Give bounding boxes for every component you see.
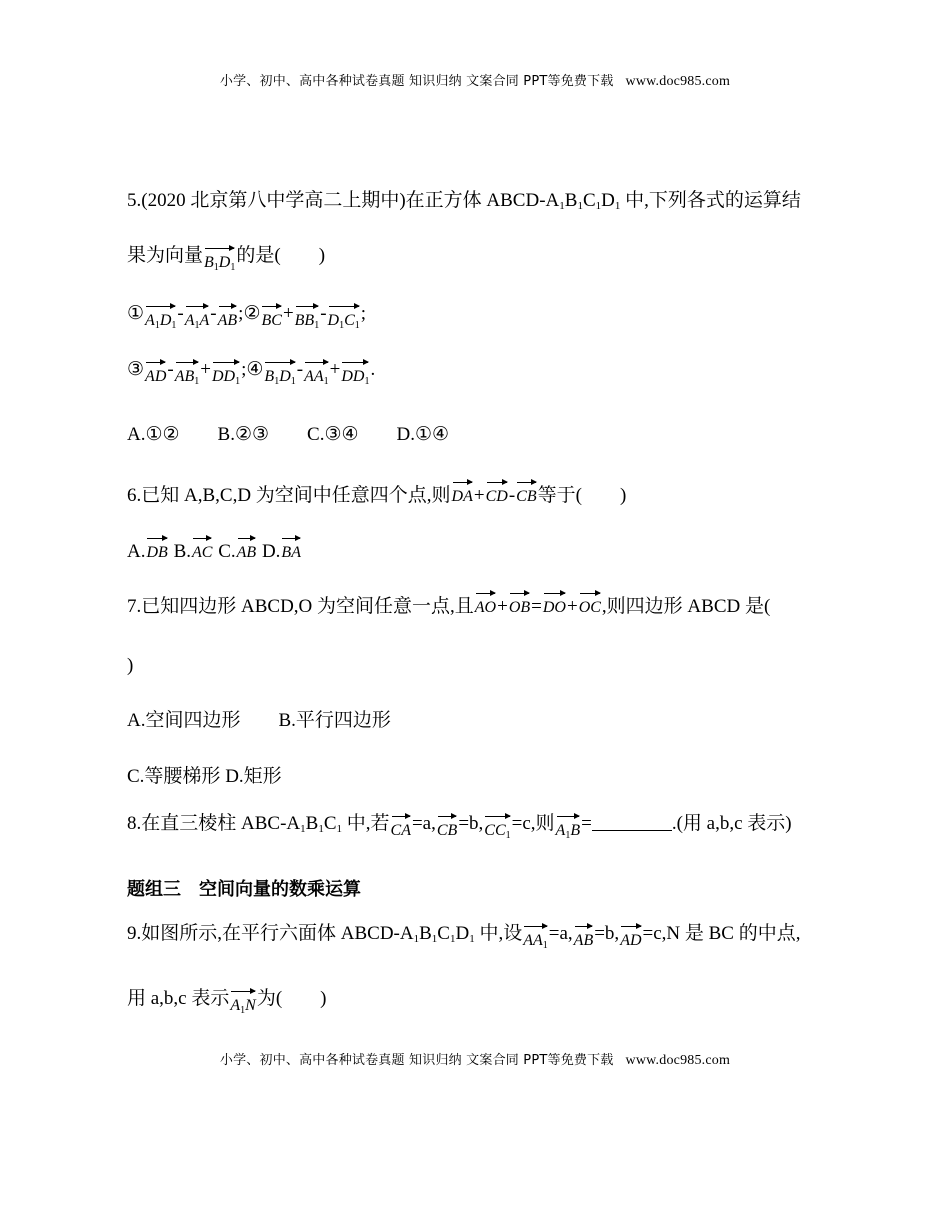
q5-choice-b: B.②③ (217, 424, 270, 445)
q5-choices (127, 423, 449, 447)
answer-blank (592, 812, 672, 831)
vector-b1d1: $B_1D_1$ (204, 244, 235, 280)
page-header (0, 70, 950, 90)
q9-stem: 9.如图所示,在平行六面体 ABCD-$A_1B_1C_1D_1$ 中,设$AA_1=a,AB=b,AD=c,N$ 是 BC 的中点, (127, 922, 800, 958)
section-title: 题组三 空间向量的数乘运算 (127, 879, 361, 900)
q6-stem: 6.已知 A,B,C,D 为空间中任意四个点,则DA+CD-CB等于( ) (127, 478, 626, 509)
q5-choice-d: D.①④ (396, 424, 450, 445)
footer-site: www.doc985.com (625, 1053, 731, 1068)
q5-choice-a: A.①② (127, 424, 180, 445)
q5-expressions-1-2: $①A_1D_1-A_1A-AB;②BC+BB_1-D_1C_1$; (127, 302, 366, 338)
q9-line2: 用 a,b,c 表示$A_1N$为( ) (127, 987, 326, 1023)
q7-stem: 7.已知四边形 ABCD,O 为空间任意一点,且AO+OB=DO+OC,则四边形 ABCD 是( (127, 589, 770, 620)
q5-line1: 5.(2020 北京第八中学高二上期中)在正方体 ABCD-$A_1B_1C_1D_1$ 中,下列各式的运算结 (127, 190, 801, 212)
q5-choice-c: C.③④ (307, 424, 359, 445)
q7-choices-ab: A.空间四边形 B.平行四边形 (127, 710, 391, 731)
q7-close: ) (127, 655, 134, 676)
q7-choices-cd: C.等腰梯形 D.矩形 (127, 766, 282, 787)
header-text: 小学、初中、高中各种试卷真题 知识归纳 文案合同 PPT等免费下载 (219, 74, 614, 89)
q6-choices: A.DB B.AC C.AB D.BA (127, 534, 302, 565)
page-footer (0, 1049, 950, 1069)
q8-stem: 8.在直三棱柱 ABC-$A_1B_1C_1$ 中,若$CA=a,CB=b,CC_1=c$,则$A_1B=$ .(用 a,b,c 表示) (127, 812, 792, 848)
q5-expressions-3-4: ③AD-$AB_1+DD_1;④B_1D_1-AA_1+DD_1$. (127, 358, 375, 394)
header-site: www.doc985.com (625, 74, 731, 89)
q5-line2: 果为向量$B_1D_1$的是( ) (127, 244, 325, 280)
footer-text: 小学、初中、高中各种试卷真题 知识归纳 文案合同 PPT等免费下载 (219, 1053, 614, 1068)
